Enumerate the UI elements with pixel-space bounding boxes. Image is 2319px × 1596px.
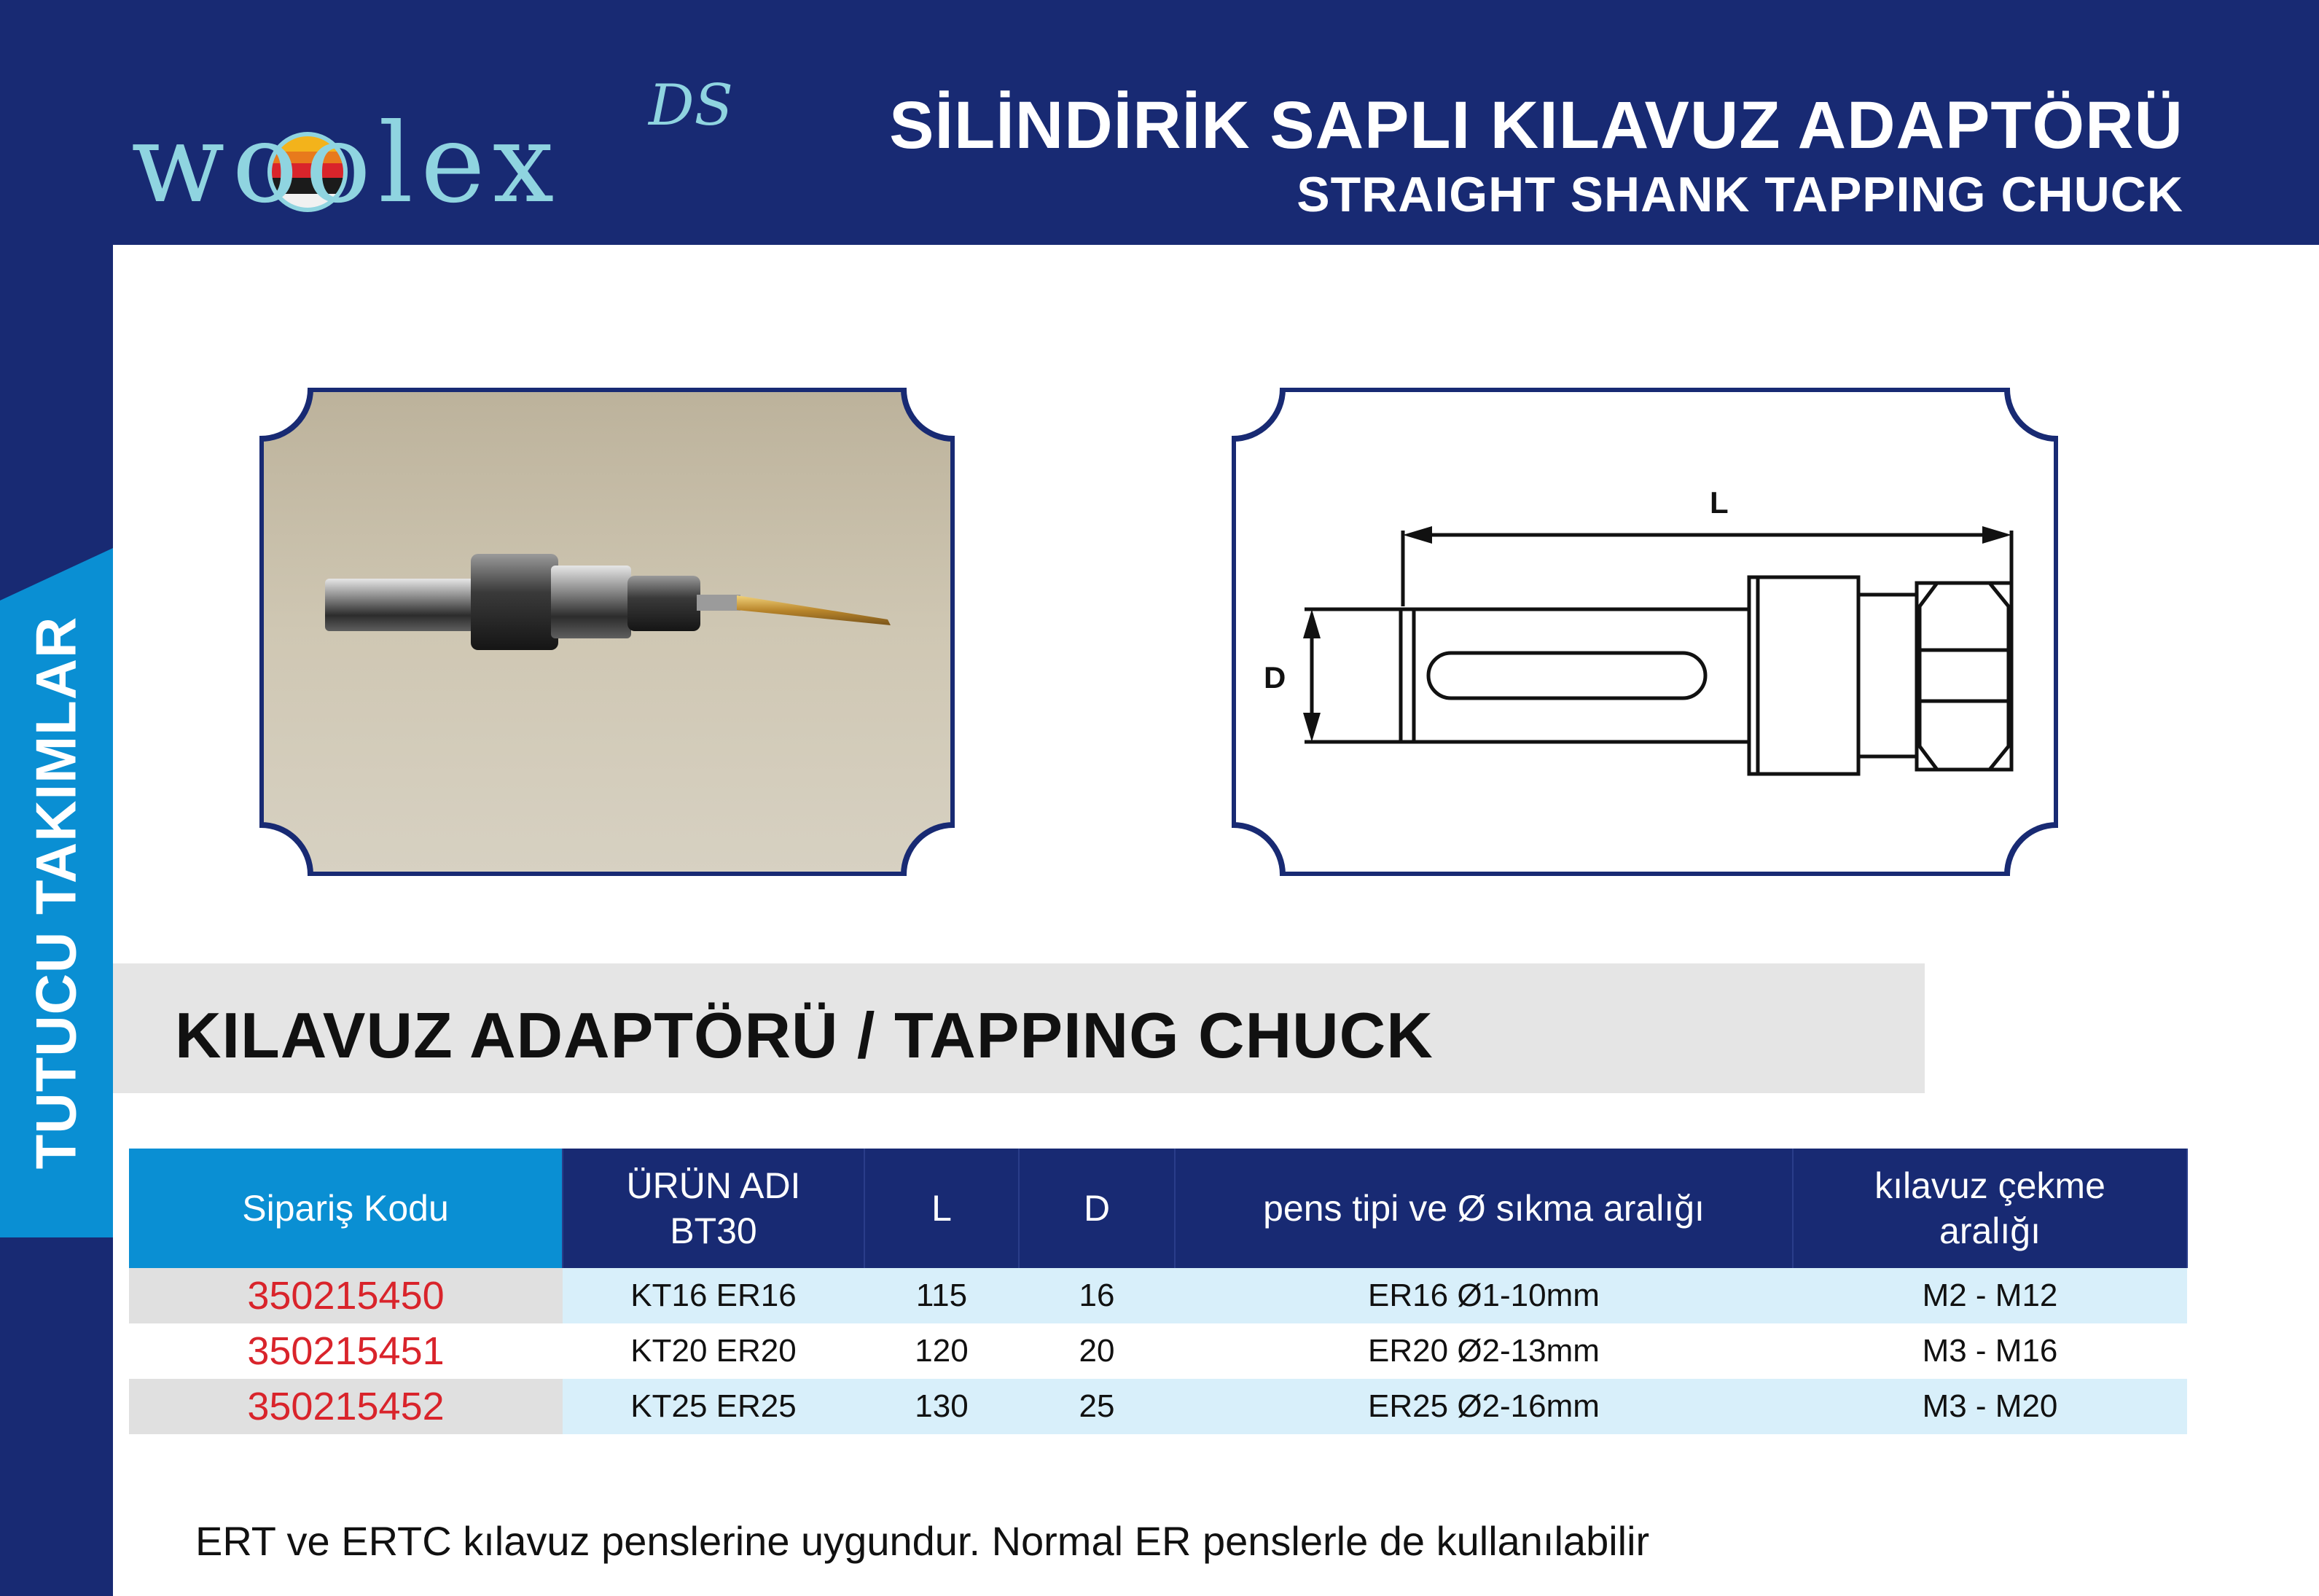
product-name: KT16 ER16 [563, 1268, 864, 1323]
col-header-tap-line2: aralığı [1939, 1210, 2041, 1251]
brand-suffix: DS [649, 73, 733, 138]
table-header-row [129, 1149, 2187, 1268]
col-header-name [563, 1149, 864, 1268]
footnote: ERT ve ERTC kılavuz penslerine uygundur. Normal ER penslerle de kullanılabilir [195, 1518, 1650, 1564]
collet-range: ER16 Ø1-10mm [1175, 1268, 1793, 1323]
col-header-tap-range [1793, 1149, 2187, 1268]
diameter-value: 25 [1019, 1379, 1175, 1434]
diameter-value: 20 [1019, 1323, 1175, 1379]
diameter-value: 16 [1019, 1268, 1175, 1323]
product-photo [259, 388, 955, 876]
product-name: KT20 ER20 [563, 1323, 864, 1379]
brand-name [131, 101, 562, 227]
table-row [129, 1379, 2187, 1434]
table-row [129, 1323, 2187, 1379]
length-value: 115 [864, 1268, 1019, 1323]
page-title-tr: SİLİNDİRİK SAPLI KILAVUZ ADAPTÖRÜ [889, 88, 2183, 163]
col-header-name-line2: BT30 [670, 1210, 757, 1251]
order-code: 350215452 [129, 1379, 563, 1434]
product-name: KT25 ER25 [563, 1379, 864, 1434]
table-row [129, 1268, 2187, 1323]
col-header-l: L [864, 1149, 1019, 1268]
page-title-en: STRAIGHT SHANK TAPPING CHUCK [1297, 167, 2183, 222]
length-value: 130 [864, 1379, 1019, 1434]
col-header-code: Sipariş Kodu [129, 1149, 563, 1268]
technical-drawing [1232, 388, 2058, 876]
brand-logo [124, 66, 751, 226]
collet-range: ER25 Ø2-16mm [1175, 1379, 1793, 1434]
col-header-collet-range: pens tipi ve Ø sıkma aralığı [1175, 1149, 1793, 1268]
brand-name-text: woolex [131, 101, 562, 227]
order-code: 350215451 [129, 1323, 563, 1379]
section-title: KILAVUZ ADAPTÖRÜ / TAPPING CHUCK [175, 999, 1434, 1071]
tap-range: M2 - M12 [1793, 1268, 2187, 1323]
sidebar-label: TUTUCU TAKIMLAR [23, 616, 88, 1170]
col-header-d: D [1019, 1149, 1175, 1268]
dimension-label-d: D [1264, 660, 1286, 695]
col-header-name-line1: ÜRÜN ADI [626, 1165, 801, 1206]
tap-range: M3 - M20 [1793, 1379, 2187, 1434]
dimension-label-l: L [1710, 485, 1729, 520]
length-value: 120 [864, 1323, 1019, 1379]
spec-table [129, 1149, 2188, 1434]
col-header-tap-line1: kılavuz çekme [1874, 1165, 2105, 1206]
tap-range: M3 - M16 [1793, 1323, 2187, 1379]
order-code: 350215450 [129, 1268, 563, 1323]
collet-range: ER20 Ø2-13mm [1175, 1323, 1793, 1379]
